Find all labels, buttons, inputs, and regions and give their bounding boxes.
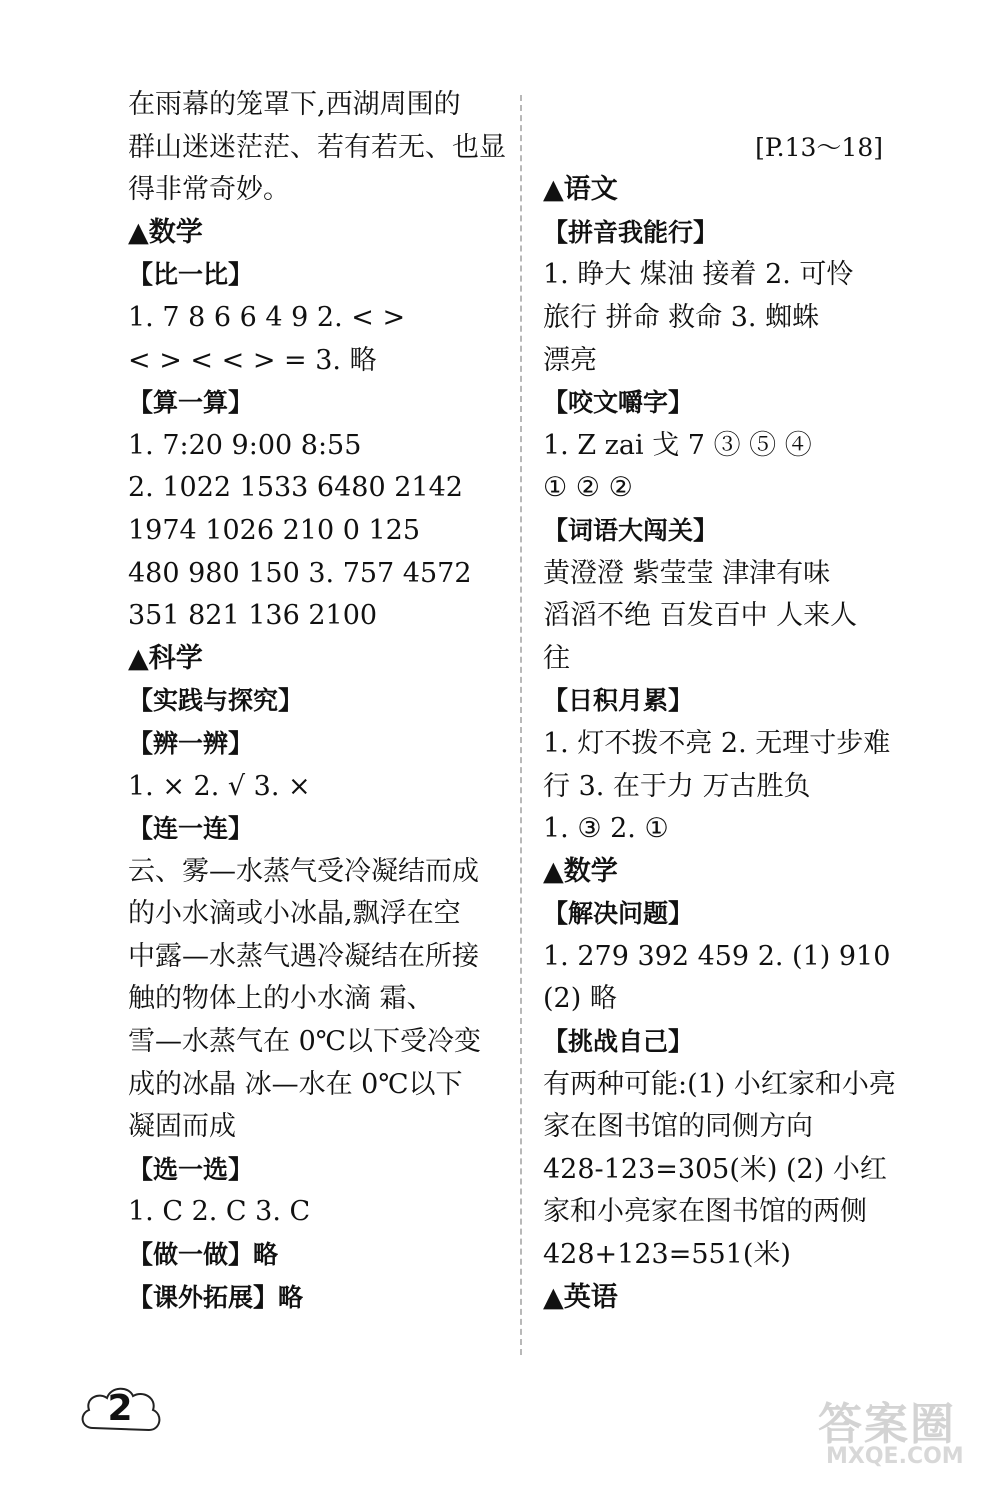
page-number-badge [75,1376,165,1446]
right-answer-line: 1. Z zai 戈 7 ③ ⑤ ④ [543,429,812,461]
left-answer-line: 成的冰晶 冰—水在 0℃以下 [128,1068,463,1100]
left-answer-line: 1974 1026 210 0 125 [128,514,421,546]
right-spacer [543,84,923,127]
left-section-heading: ▲数学 [128,216,203,248]
right-subsection-label: 【拼音我能行】 [543,217,719,247]
right-answer-line: 家和小亮家在图书馆的两侧 [543,1196,867,1228]
left-answer-line: 中露—水蒸气遇冷凝结在所接 [128,940,479,972]
right-answer-line: 428-123=305(米) (2) 小红 [543,1153,887,1185]
left-subsection-label: 【算一算】 [128,388,254,418]
right-subsection-label: 【日积月累】 [543,686,694,716]
left-answer-line: < > < < > = 3. 略 [128,344,377,376]
right-subsection-label: 【咬文嚼字】 [543,388,694,418]
left-section-heading: ▲科学 [128,642,203,674]
left-answer-line: 480 980 150 3. 757 4572 [128,557,472,589]
right-answer-line: 漂亮 [543,344,597,376]
right-subsection-label: 【解决问题】 [543,899,694,929]
watermark-logo: 答案圈 [818,1399,956,1450]
right-answer-line: 1. 灯不拨不亮 2. 无理寸步难 [543,727,891,759]
left-answer-line: 1. C 2. C 3. C [128,1196,311,1228]
right-section-heading: ▲英语 [543,1281,618,1313]
left-answer-line: 触的物体上的小水滴 霜、 [128,983,434,1015]
left-answer-line: 雪—水蒸气在 0℃以下受冷变 [128,1026,481,1058]
left-subsection-label: 【比一比】 [128,260,254,290]
left-subsection-label: 【课外拓展】略 [128,1282,304,1312]
right-answer-line: 1. 279 392 459 2. (1) 910 [543,940,891,972]
left-answer-line: 1. × 2. √ 3. × [128,770,311,802]
right-answer-line: 旅行 拼命 救命 3. 蜘蛛 [543,301,820,333]
page-number: 2 [107,1388,133,1429]
left-answer-line: 得非常奇妙。 [128,174,290,206]
left-answer-line: 1. 7 8 6 6 4 9 2. < > [128,301,406,333]
column-divider [520,95,522,1355]
left-answer-line: 云、雾—水蒸气受冷凝结而成 [128,855,479,887]
left-subsection-label: 【连一连】 [128,814,254,844]
left-answer-line: 凝固而成 [128,1111,236,1143]
right-section-heading: ▲语文 [543,174,618,206]
right-answer-line: ① ② ② [543,472,633,504]
left-answer-line: 在雨幕的笼罩下,西湖周围的 [128,89,461,120]
right-answer-line: 行 3. 在于力 万古胜负 [543,770,811,802]
right-answer-line: (2) 略 [543,983,617,1015]
right-subsection-label: 【词语大闯关】 [543,515,719,545]
left-subsection-label: 【辨一辨】 [128,728,254,758]
left-answer-line: 的小水滴或小冰晶,飘浮在空 [128,898,461,930]
right-answer-line: 往 [543,642,570,674]
left-answer-column [128,84,506,1319]
watermark [818,1388,993,1478]
left-answer-line: 1. 7:20 9:00 8:55 [128,429,362,461]
right-answer-line: 1. 睁大 煤油 接着 2. 可怜 [543,259,854,291]
right-answer-line: 1. ③ 2. ① [543,813,669,845]
left-answer-line: 2. 1022 1533 6480 2142 [128,472,463,504]
left-answer-line: 351 821 136 2100 [128,600,378,632]
left-subsection-label: 【实践与探究】 [128,686,304,716]
right-answer-line: 黄澄澄 紫莹莹 津津有味 [543,557,831,589]
right-answer-line: 428+123=551(米) [543,1239,791,1271]
left-subsection-label: 【做一做】略 [128,1240,279,1270]
right-answer-line: 有两种可能:(1) 小红家和小亮 [543,1068,896,1100]
right-page-range: [P.13～18] [755,132,883,162]
right-answer-line: 滔滔不绝 百发百中 人来人 [543,600,858,632]
watermark-url: MXQE.COM [826,1444,964,1469]
left-subsection-label: 【选一选】 [128,1154,254,1184]
right-answer-line: 家在图书馆的同侧方向 [543,1111,813,1143]
right-section-heading: ▲数学 [543,855,618,887]
right-answer-column [543,84,923,1319]
left-answer-line: 群山迷迷茫茫、若有若无、也显 [128,131,506,163]
right-subsection-label: 【挑战自己】 [543,1027,694,1057]
